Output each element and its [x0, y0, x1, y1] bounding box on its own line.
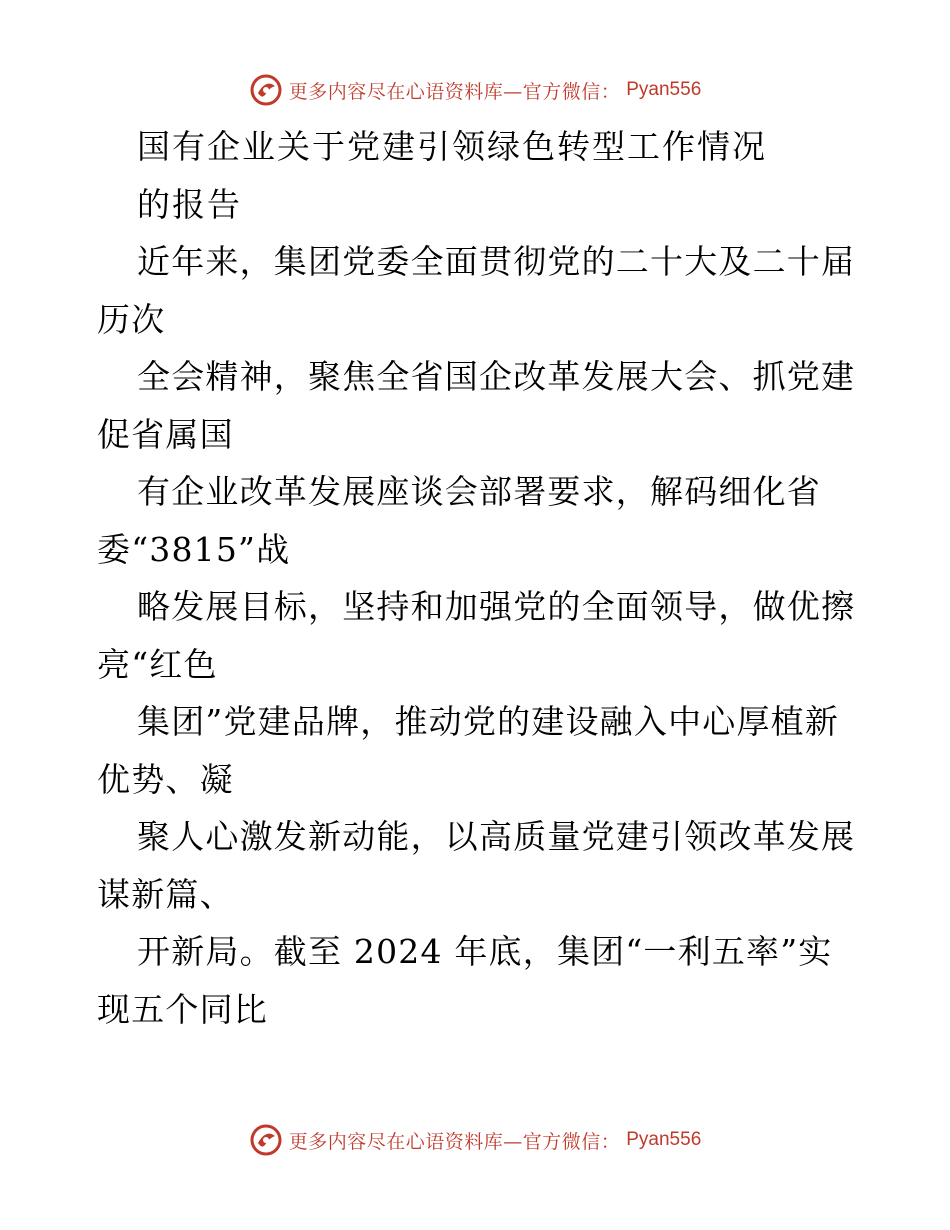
banner-text: 更多内容尽在心语资料库—官方微信：: [288, 1130, 621, 1153]
document-body: [97, 118, 857, 1038]
footer-banner: [0, 1120, 950, 1160]
body-line: 谋新篇、: [97, 874, 234, 914]
body-line: 历次: [97, 299, 166, 339]
body-line: 开新局。截至 2024 年底，集团“一利五率”实: [137, 932, 833, 971]
body-line: 近年来，集团党委全面贯彻党的二十大及二十届: [137, 242, 856, 281]
header-banner: [0, 70, 950, 110]
body-line: 聚人心激发新动能，以高质量党建引领改革发展: [137, 817, 856, 856]
body-line: 优势、凝: [97, 759, 234, 799]
body-line: 委“3815”战: [97, 529, 291, 569]
wechat-id: Pyan556: [626, 1129, 702, 1150]
banner-text: 更多内容尽在心语资料库—官方微信：: [288, 80, 621, 103]
body-line: 有企业改革发展座谈会部署要求，解码细化省: [137, 472, 821, 511]
body-line: 略发展目标，坚持和加强党的全面领导，做优擦: [137, 587, 856, 626]
body-line: 集团”党建品牌，推动党的建设融入中心厚植新: [137, 702, 840, 741]
body-line: 现五个同比: [97, 989, 268, 1029]
document-title-line-2: 的报告: [137, 184, 242, 224]
wechat-id: Pyan556: [626, 79, 702, 100]
document-title-line-1: 国有企业关于党建引领绿色转型工作情况: [137, 127, 767, 166]
body-line: 促省属国: [97, 414, 234, 454]
red-swirl-logo-icon: [249, 1123, 283, 1157]
body-line: 亮“红色: [97, 644, 218, 684]
body-line: 全会精神，聚焦全省国企改革发展大会、抓党建: [137, 357, 856, 396]
red-swirl-logo-icon: [249, 73, 283, 107]
